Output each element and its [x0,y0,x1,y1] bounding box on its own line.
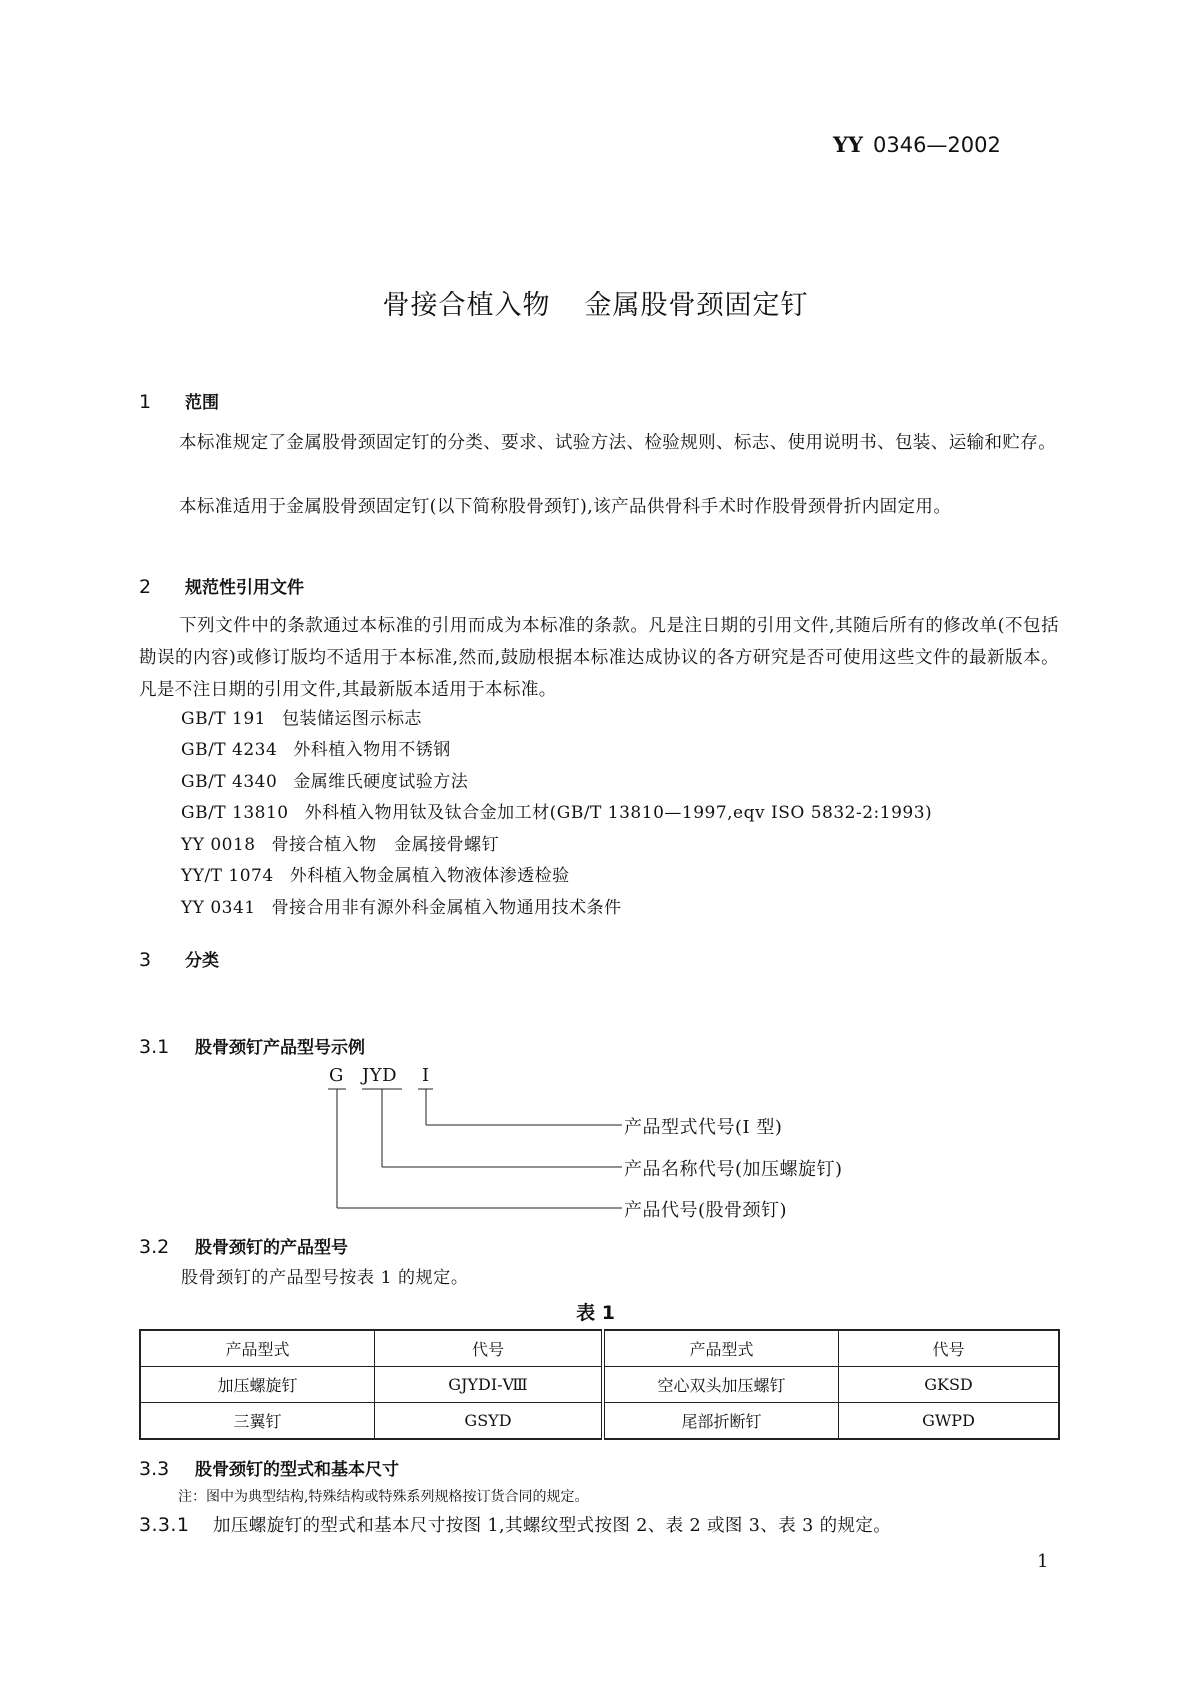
code-letter-g: G [329,1065,344,1086]
section-1-para-1: 本标准规定了金属股骨颈固定钉的分类、要求、试验方法、检验规则、标志、使用说明书、包装、运输和贮存。 [179,433,1057,453]
table-cell: GJYDI-Ⅷ [375,1367,604,1403]
reference-item: GB/T 13810 外科植入物用钛及钛合金加工材(GB/T 13810—1997,eqv ISO 5832-2:1993) [181,803,933,823]
page-number: 1 [1037,1551,1049,1572]
table-header-cell: 代号 [375,1330,604,1367]
section-number: 3.3 [139,1458,170,1480]
section-number: 3.1 [139,1036,170,1058]
section-title: 范围 [185,393,219,413]
title-part-2: 金属股骨颈固定钉 [584,290,809,321]
table-cell: GWPD [839,1403,1060,1440]
section-number: 3.2 [139,1236,170,1258]
label-type-code: 产品型式代号(Ⅰ 型) [624,1117,783,1138]
standard-prefix: YY [833,132,863,157]
table-header-row [140,1330,1059,1367]
standard-code: 0346—2002 [872,133,1001,157]
section-1-para-2: 本标准适用于金属股骨颈固定钉(以下简称股骨颈钉),该产品供骨科手术时作股骨颈骨折内固定用。 [179,497,952,517]
section-title: 股骨颈钉的产品型号 [195,1238,348,1258]
table-header-cell: 产品型式 [140,1330,375,1367]
reference-item: YY 0341 骨接合用非有源外科金属植入物通用技术条件 [181,898,622,918]
section-number: 3.3.1 [139,1514,190,1536]
table-header-cell: 产品型式 [603,1330,839,1367]
label-name-code: 产品名称代号(加压螺旋钉) [624,1159,843,1180]
section-3-3-1-text: 加压螺旋钉的型式和基本尺寸按图 1,其螺纹型式按图 2、表 2 或图 3、表 3 的规定。 [213,1516,892,1536]
reference-item: YY/T 1074 外科植入物金属植入物液体渗透检验 [181,866,570,886]
reference-item: YY 0018 骨接合植入物 金属接骨螺钉 [181,835,500,855]
label-product-code: 产品代号(股骨颈钉) [624,1200,788,1221]
reference-item: GB/T 4340 金属维氏硬度试验方法 [181,772,469,792]
table-header-cell: 代号 [839,1330,1060,1367]
section-3-2-heading [139,1233,348,1258]
section-title: 规范性引用文件 [185,578,304,598]
table-caption: 表 1 [576,1302,615,1324]
code-letter-i: I [422,1065,430,1086]
code-letters-jyd: JYD [362,1065,398,1086]
table-row [140,1403,1059,1440]
section-number: 2 [139,576,152,598]
section-number: 3 [139,949,152,971]
reference-item: GB/T 191 包装储运图示标志 [181,709,422,729]
section-3-2-text: 股骨颈钉的产品型号按表 1 的规定。 [181,1268,469,1288]
table-row [140,1367,1059,1403]
table-cell: GKSD [839,1367,1060,1403]
title-part-1: 骨接合植入物 [382,290,551,321]
table-cell: 加压螺旋钉 [140,1367,375,1403]
section-3-3-1 [139,1512,891,1537]
table-cell: 尾部折断钉 [603,1403,839,1440]
section-title: 股骨颈钉的型式和基本尺寸 [195,1460,399,1480]
section-title: 股骨颈钉产品型号示例 [195,1038,365,1058]
section-number: 1 [139,391,152,413]
table-cell: 三翼钉 [140,1403,375,1440]
reference-item: GB/T 4234 外科植入物用不锈钢 [181,740,451,760]
note: 注：图中为典型结构,特殊结构或特殊系列规格按订货合同的规定。 [178,1489,589,1505]
section-3-3-heading [139,1455,399,1480]
section-title: 分类 [185,951,219,971]
table-cell: 空心双头加压螺钉 [603,1367,839,1403]
section-2-para: 下列文件中的条款通过本标准的引用而成为本标准的条款。凡是注日期的引用文件,其随后所有的修改单(不包括勘误的内容)或修订版均不适用于本标准,然而,鼓励根据本标准达成协议的各方研究是否可使用这些文件的最新版本。凡是不注日期的引用文件,其最新版本适用于本标准。 [139,616,1059,700]
table-cell: GSYD [375,1403,604,1440]
table-1 [139,1329,1060,1440]
